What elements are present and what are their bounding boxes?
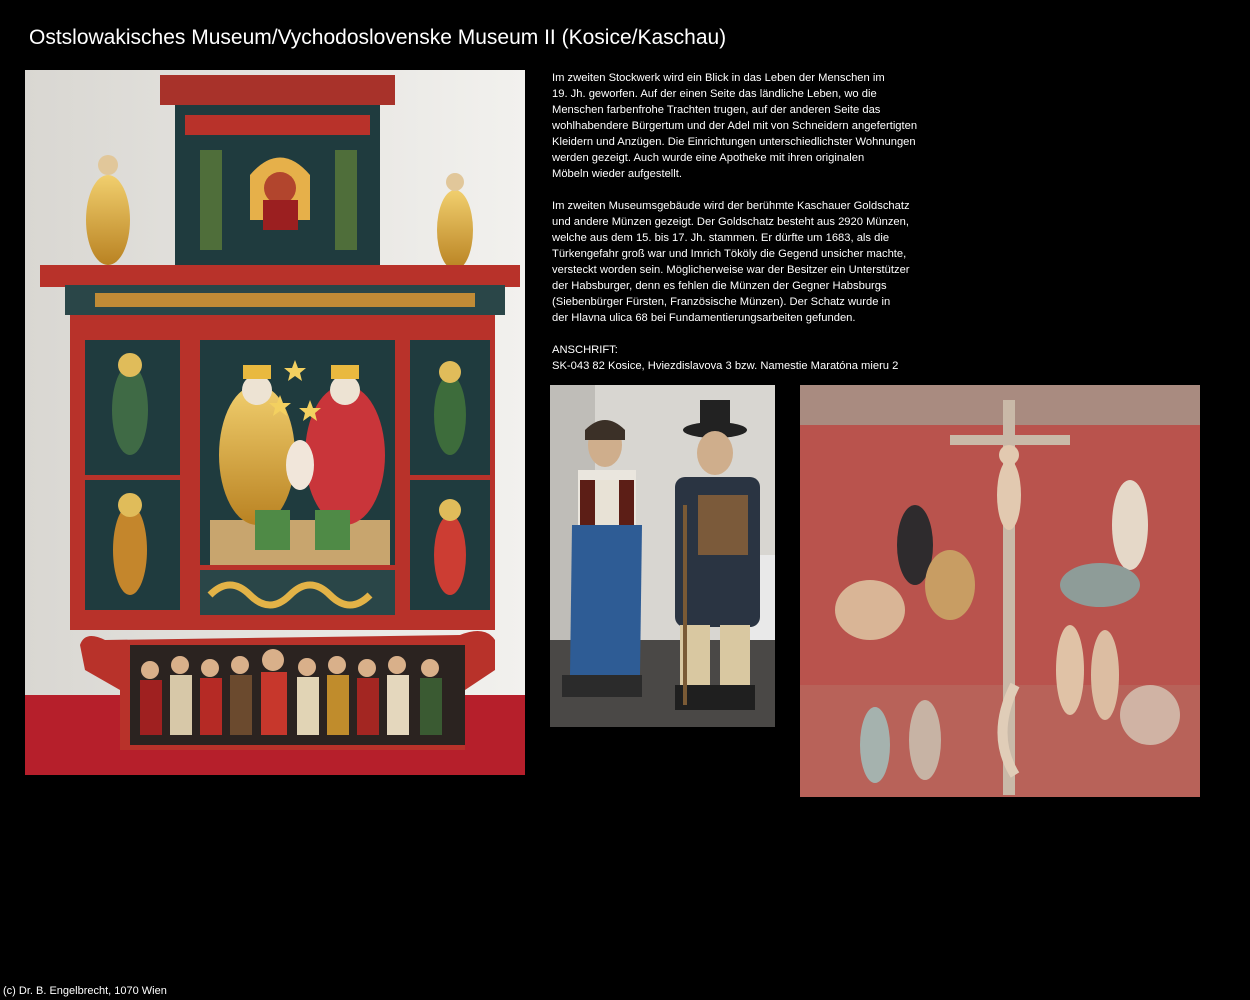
address-value: SK-043 82 Kosice, Hviezdislavova 3 bzw. Namestie Maratóna mieru 2 (552, 360, 899, 372)
description-text (552, 70, 952, 374)
address-label: ANSCHRIFT: (552, 344, 618, 356)
fresco-photo (800, 385, 1200, 797)
figures-photo (550, 385, 775, 727)
altar-photo (25, 70, 525, 775)
copyright: (c) Dr. B. Engelbrecht, 1070 Wien (3, 985, 167, 997)
page-title: Ostslowakisches Museum/Vychodoslovenske Museum II (Kosice/Kaschau) (29, 26, 727, 49)
paragraph-gold-treasure: Im zweiten Museumsgebäude wird der berühmte Kaschauer Goldschatz und andere Münzen gezeigt. Der Goldschatz besteht aus 2920 Münzen, welche aus dem 15. bis 17. Jh. stammen. Er dürfte um 1683, als die Türkengefahr groß war und Imrich Tököly die Gegend unsicher machte, versteckt worden sein. Möglicherweise war der Besitzer ein Unterstützer der Habsburger, denn es fehlen die Münzen der Gegner Habsburgs (Siebenbürger Fürsten, Französische Münzen). Der Schatz wurde in der Hlavna ulica 68 bei Fundamentierungsarbeiten gefunden. (552, 200, 910, 324)
paragraph-second-floor: Im zweiten Stockwerk wird ein Blick in das Leben der Menschen im 19. Jh. geworfen. Auf der einen Seite das ländliche Leben, wo die Menschen farbenfrohe Trachten trugen, auf der anderen Seite das wohlhabendere Bürgertum und der Adel mit von Schneidern angefertigten Kleidern und Anzügen. Die Einrichtungen unterschiedlichster Wohnungen werden gezeigt. Auch wurde eine Apotheke mit ihren originalen Möbeln wieder aufgestellt. (552, 72, 918, 180)
